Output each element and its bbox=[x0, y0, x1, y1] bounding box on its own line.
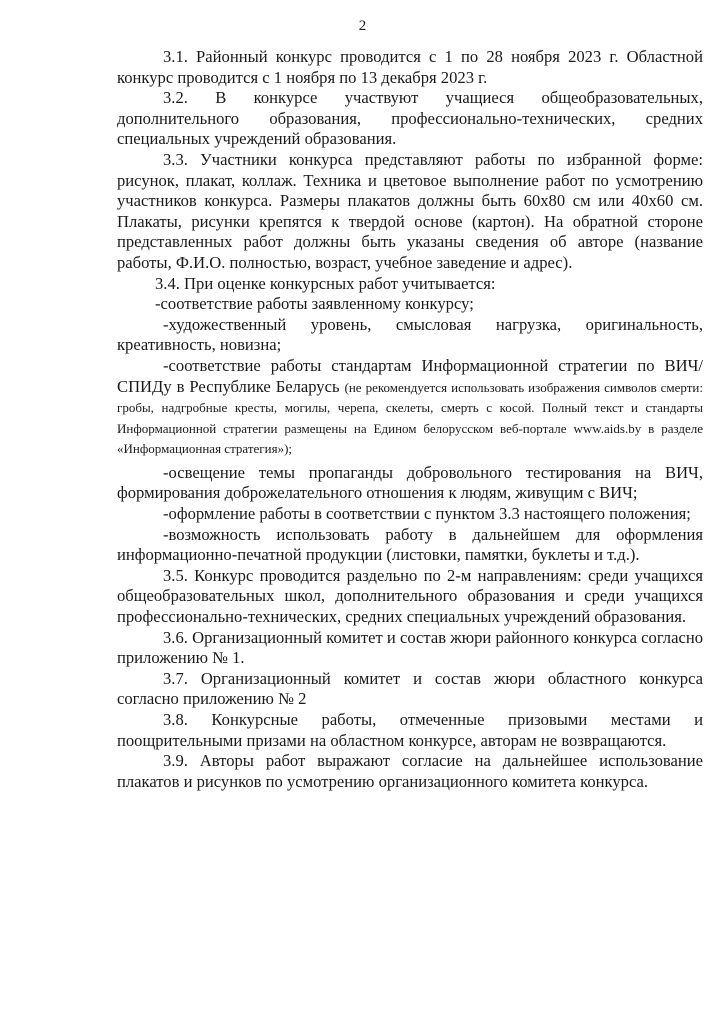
paragraph-3-3: 3.3. Участники конкурса представляют работы по избранной форме: рисунок, плакат, коллаж. Техника и цветовое выполнение работ по усмотрению участников конкурса. Размеры плакатов должны быть 60х80 см или 40х60 см. Плакаты, рисунки крепятся к твердой основе (картон). На обратной стороне представленных работ должны быть указаны сведения об авторе (название работы, Ф.И.О. полностью, возраст, учебное заведение и адрес). bbox=[117, 149, 703, 272]
criterion-2: -художественный уровень, смысловая нагрузка, оригинальность, креативность, новизна; bbox=[117, 314, 703, 355]
criterion-3 bbox=[117, 356, 703, 459]
paragraph-3-2: 3.2. В конкурсе участвуют учащиеся общеобразовательных, дополнительного образования, профессионально-технических, средних специальных учреждений образования. bbox=[117, 88, 703, 149]
paragraph-3-9: 3.9. Авторы работ выражают согласие на дальнейшее использование плакатов и рисунков по усмотрению организационного комитета конкурса. bbox=[117, 751, 703, 791]
criterion-1: -соответствие работы заявленному конкурсу; bbox=[155, 294, 474, 314]
paragraph-3-5: 3.5. Конкурс проводится раздельно по 2-м направлениям: среди учащихся общеобразовательных школ, дополнительного образования и среди учащихся профессионально-технических, средних специальных учреждений образования. bbox=[117, 565, 703, 627]
criterion-3-text: -соответствие работы стандартам Информационной стратегии по ВИЧ/СПИДу в Республике Беларусь bbox=[117, 355, 703, 396]
criterion-3-note: (не рекомендуется использовать изображения символов смерти: гробы, надгробные кресты, могилы, черепа, скелеты, смерть с косой. Полный текст и стандарты Информационной стратегии размещены на Едином белорусском веб-портале www.aids.by в разделе «Информационная стратегия»); bbox=[117, 379, 703, 457]
criterion-4: -освещение темы пропаганды добровольного тестирования на ВИЧ, формирования доброжелательного отношения к людям, живущим с ВИЧ; bbox=[117, 462, 703, 503]
paragraph-3-7: 3.7. Организационный комитет и состав жюри областного конкурса согласно приложению № 2 bbox=[117, 668, 703, 709]
paragraph-3-1: 3.1. Районный конкурс проводится с 1 по 28 ноября 2023 г. Областной конкурс проводится с 1 ноября по 13 декабря 2023 г. bbox=[117, 47, 703, 87]
criterion-6: -возможность использовать работу в дальнейшем для оформления информационно-печатной продукции (листовки, памятки, буклеты и т.д.). bbox=[117, 524, 703, 565]
document-body bbox=[117, 47, 703, 792]
paragraph-3-4: 3.4. При оценке конкурсных работ учитывается: bbox=[155, 273, 496, 293]
paragraph-3-8: 3.8. Конкурсные работы, отмеченные призовыми местами и поощрительными призами на областном конкурсе, авторам не возвращаются. bbox=[117, 710, 703, 750]
paragraph-3-6: 3.6. Организационный комитет и состав жюри районного конкурса согласно приложению № 1. bbox=[117, 627, 703, 668]
page-number: 2 bbox=[358, 18, 367, 34]
criterion-5: -оформление работы в соответствии с пунктом 3.3 настоящего положения; bbox=[163, 504, 691, 524]
